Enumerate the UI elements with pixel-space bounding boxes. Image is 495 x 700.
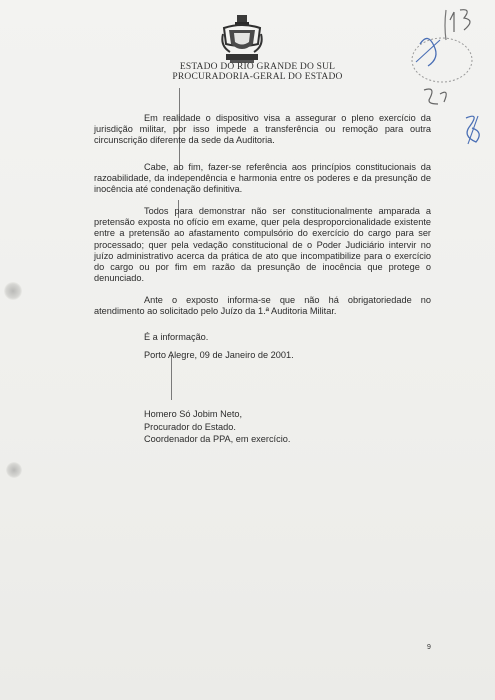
paragraph-1: Em realidade o dispositivo visa a assegurar o pleno exercício da jurisdição militar, por isso impede a transferência ou remoção para outra circunscrição diferente da sede da Auditoria. bbox=[94, 113, 431, 146]
state-coat-of-arms-icon bbox=[220, 14, 264, 64]
header-state-name: ESTADO DO RIO GRANDE DO SUL bbox=[179, 62, 336, 72]
header-office-name: PROCURADORIA-GERAL DO ESTADO bbox=[172, 72, 343, 82]
signer-name: Homero Só Jobim Neto, bbox=[144, 409, 243, 419]
signer-role: Coordenador da PPA, em exercício. bbox=[144, 434, 291, 444]
signer-title: Procurador do Estado. bbox=[144, 421, 236, 432]
punch-hole-top bbox=[4, 282, 22, 300]
page-number: 9 bbox=[427, 644, 431, 651]
paragraph-4: Ante o exposto informa-se que não há obrigatoriedade no atendimento ao solicitado pelo Juízo da 1.ª Auditoria Militar. bbox=[94, 295, 431, 317]
paragraph-2: Cabe, ao fim, fazer-se referência aos princípios constitucionais da razoabilidade, da independência e harmonia entre os poderes e da presunção de inocência até condenação definitiva. bbox=[94, 162, 431, 195]
paragraph-3: Todos para demonstrar não ser constitucionalmente amparada a pretensão exposta no ofício em exame, quer pela desproporcionalidade existente entre a pretensão ao afastamento compulsório do exercício do cargo para ser processado; quer pela vedação constitucional de o Poder Judiciário intervir no juízo administrativo acerca da prática de ato que incompatibilize para o exercício do cargo ou por fim em razão da presunção de inocência que protege o denunciado. bbox=[94, 206, 431, 284]
signature-block bbox=[144, 408, 290, 446]
closing-line: É a informação. bbox=[144, 332, 209, 342]
fold-mark-lower bbox=[171, 355, 172, 400]
punch-hole-bottom bbox=[6, 462, 22, 478]
date-line: Porto Alegre, 09 de Janeiro de 2001. bbox=[144, 350, 294, 360]
